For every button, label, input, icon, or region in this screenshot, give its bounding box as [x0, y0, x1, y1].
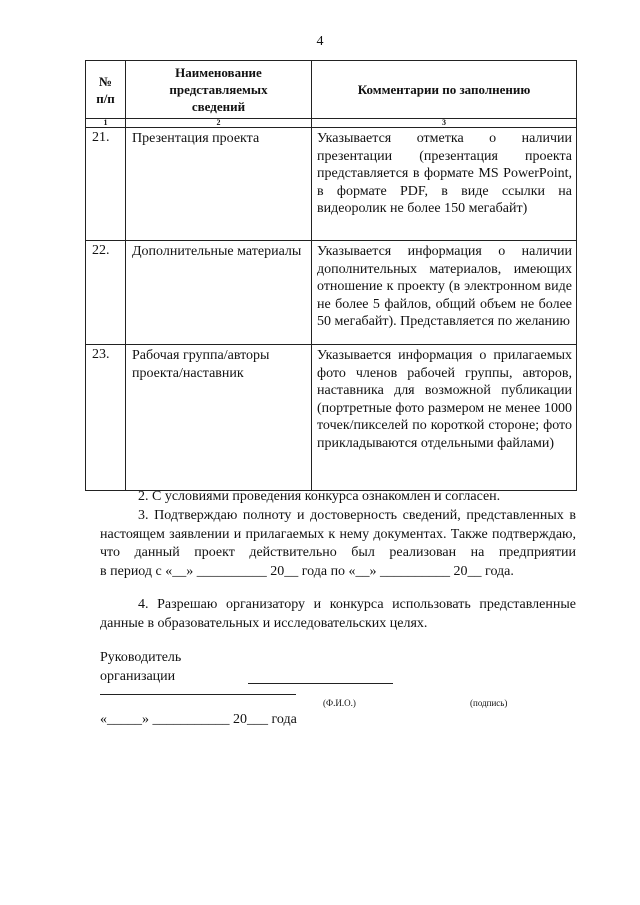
paragraph-permission: 4. Разрешаю организатору и конкурса использовать представленные данные в образовательных и исследовательских целях.: [100, 597, 576, 631]
row-name: Презентация проекта: [126, 128, 312, 241]
signature-blank: [248, 683, 393, 684]
sign-caption: (подпись): [470, 698, 508, 708]
column-number: 1: [86, 119, 126, 128]
header-number-symbol: №: [98, 73, 113, 89]
header-comment: Комментарии по заполнению: [312, 61, 577, 119]
row-name: Дополнительные материалы: [126, 241, 312, 345]
header-number: [86, 61, 126, 119]
table-row: [86, 128, 577, 241]
row-comment: Указывается отметка о наличии презентации (презентация проекта представляется в формате MS PowerPoint, в формате PDF, в виде ссылки на видеоролик не более 150 мегабайт): [312, 128, 577, 241]
table-row: [86, 241, 577, 345]
page-number: 4: [316, 34, 324, 49]
signature-label-line1: Руководитель: [100, 650, 182, 665]
row-comment: Указывается информация о наличии дополнительных материалов, имеющих отношение к проекту (в электронном виде не более 5 файлов, общий объем не более 50 мегабайт). Представляется по желанию: [312, 241, 577, 345]
row-name: Рабочая группа/авторы проекта/наставник: [126, 345, 312, 491]
fio-caption: (Ф.И.О.): [323, 698, 356, 708]
header-number-abbrev: п/п: [96, 90, 115, 106]
paragraph-confirmation-period: в период с «__» __________ 20__ года по «__» __________ 20__ года.: [100, 563, 514, 579]
table-header-row: [86, 61, 577, 119]
date-line: «_____» ___________ 20___ года: [100, 712, 297, 727]
header-name: Наименование представляемых сведений: [126, 61, 312, 119]
row-number: 21.: [86, 128, 126, 241]
column-numbers-row: [86, 119, 577, 128]
column-number: 3: [312, 119, 577, 128]
row-number: 23.: [86, 345, 126, 491]
column-number: 2: [126, 119, 312, 128]
row-comment: Указывается информация о прилагаемых фото членов рабочей группы, авторов, наставника для возможной публикации (портретные фото размером не менее 1000 точек/пикселей по короткой стороне; фото прикладываются отдельными файлами): [312, 345, 577, 491]
signature-label-line2: организации: [100, 669, 176, 684]
paragraph-conditions: 2. С условиями проведения конкурса ознакомлен и согласен.: [138, 489, 501, 504]
table-row: [86, 345, 577, 491]
application-table: [85, 60, 577, 491]
paragraph-confirmation: [100, 507, 576, 581]
paragraph-confirmation-text: 3. Подтверждаю полноту и достоверность сведений, представленных в настоящем заявлении и прилагаемых к нему документах. Также подтверждаю, что данный проект действительно был реализован на предприятии: [100, 508, 576, 560]
organization-blank: [100, 694, 296, 695]
signature-label: [100, 648, 181, 686]
row-number: 22.: [86, 241, 126, 345]
